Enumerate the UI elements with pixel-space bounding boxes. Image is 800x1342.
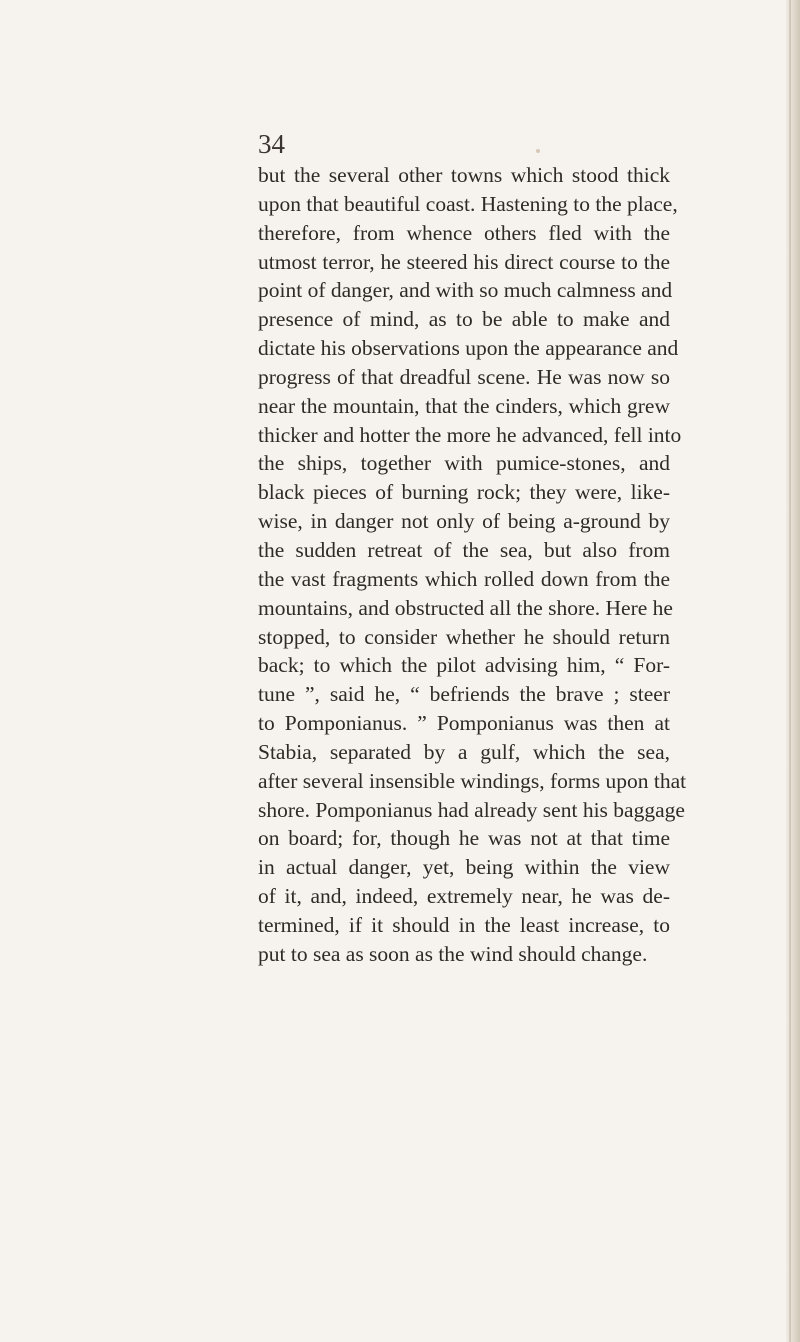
text-line: wise, in danger not only of being a-ground by — [258, 509, 670, 534]
text-line: progress of that dreadful scene. He was now so — [258, 364, 670, 389]
text-line: point of danger, and with so much calmness and — [258, 278, 673, 303]
page-edge — [786, 0, 800, 1342]
text-line: stopped, to consider whether he should return — [258, 624, 670, 649]
text-line: therefore, from whence others fled with the — [258, 220, 670, 245]
text-line: on board; for, though he was not at that time — [258, 826, 670, 851]
text-line: near the mountain, that the cinders, which grew — [258, 393, 670, 418]
text-line: presence of mind, as to be able to make and — [258, 307, 670, 332]
text-line: dictate his observations upon the appearance and — [258, 336, 679, 361]
text-line: back; to which the pilot advising him, “ For- — [258, 653, 670, 678]
text-line: the ships, together with pumice-stones, and — [258, 451, 670, 476]
text-line: of it, and, indeed, extremely near, he was de- — [258, 884, 670, 909]
text-line-last: put to sea as soon as the wind should change. — [258, 941, 648, 966]
text-line: after several insensible windings, forms upon that — [258, 768, 687, 793]
paper-fleck — [536, 149, 540, 153]
body-text — [258, 161, 687, 969]
text-line: thicker and hotter the more he advanced, fell into — [258, 422, 682, 447]
text-line: the vast fragments which rolled down from the — [258, 566, 670, 591]
text-line: Stabia, separated by a gulf, which the sea, — [258, 739, 670, 764]
text-line: upon that beautiful coast. Hastening to the place, — [258, 191, 678, 216]
text-line: to Pomponianus. ” Pomponianus was then at — [258, 711, 670, 736]
text-line: utmost terror, he steered his direct course to the — [258, 249, 670, 274]
text-line: black pieces of burning rock; they were, like- — [258, 480, 670, 505]
text-line: the sudden retreat of the sea, but also from — [258, 537, 670, 562]
text-line: in actual danger, yet, being within the view — [258, 855, 670, 880]
text-line: termined, if it should in the least increase, to — [258, 912, 670, 937]
text-line: tune ”, said he, “ befriends the brave ; steer — [258, 682, 670, 707]
text-line: mountains, and obstructed all the shore. Here he — [258, 595, 673, 620]
page-number: 34 — [258, 129, 285, 159]
text-line: but the several other towns which stood thick — [258, 163, 670, 187]
text-line: shore. Pomponianus had already sent his baggage — [258, 797, 685, 822]
